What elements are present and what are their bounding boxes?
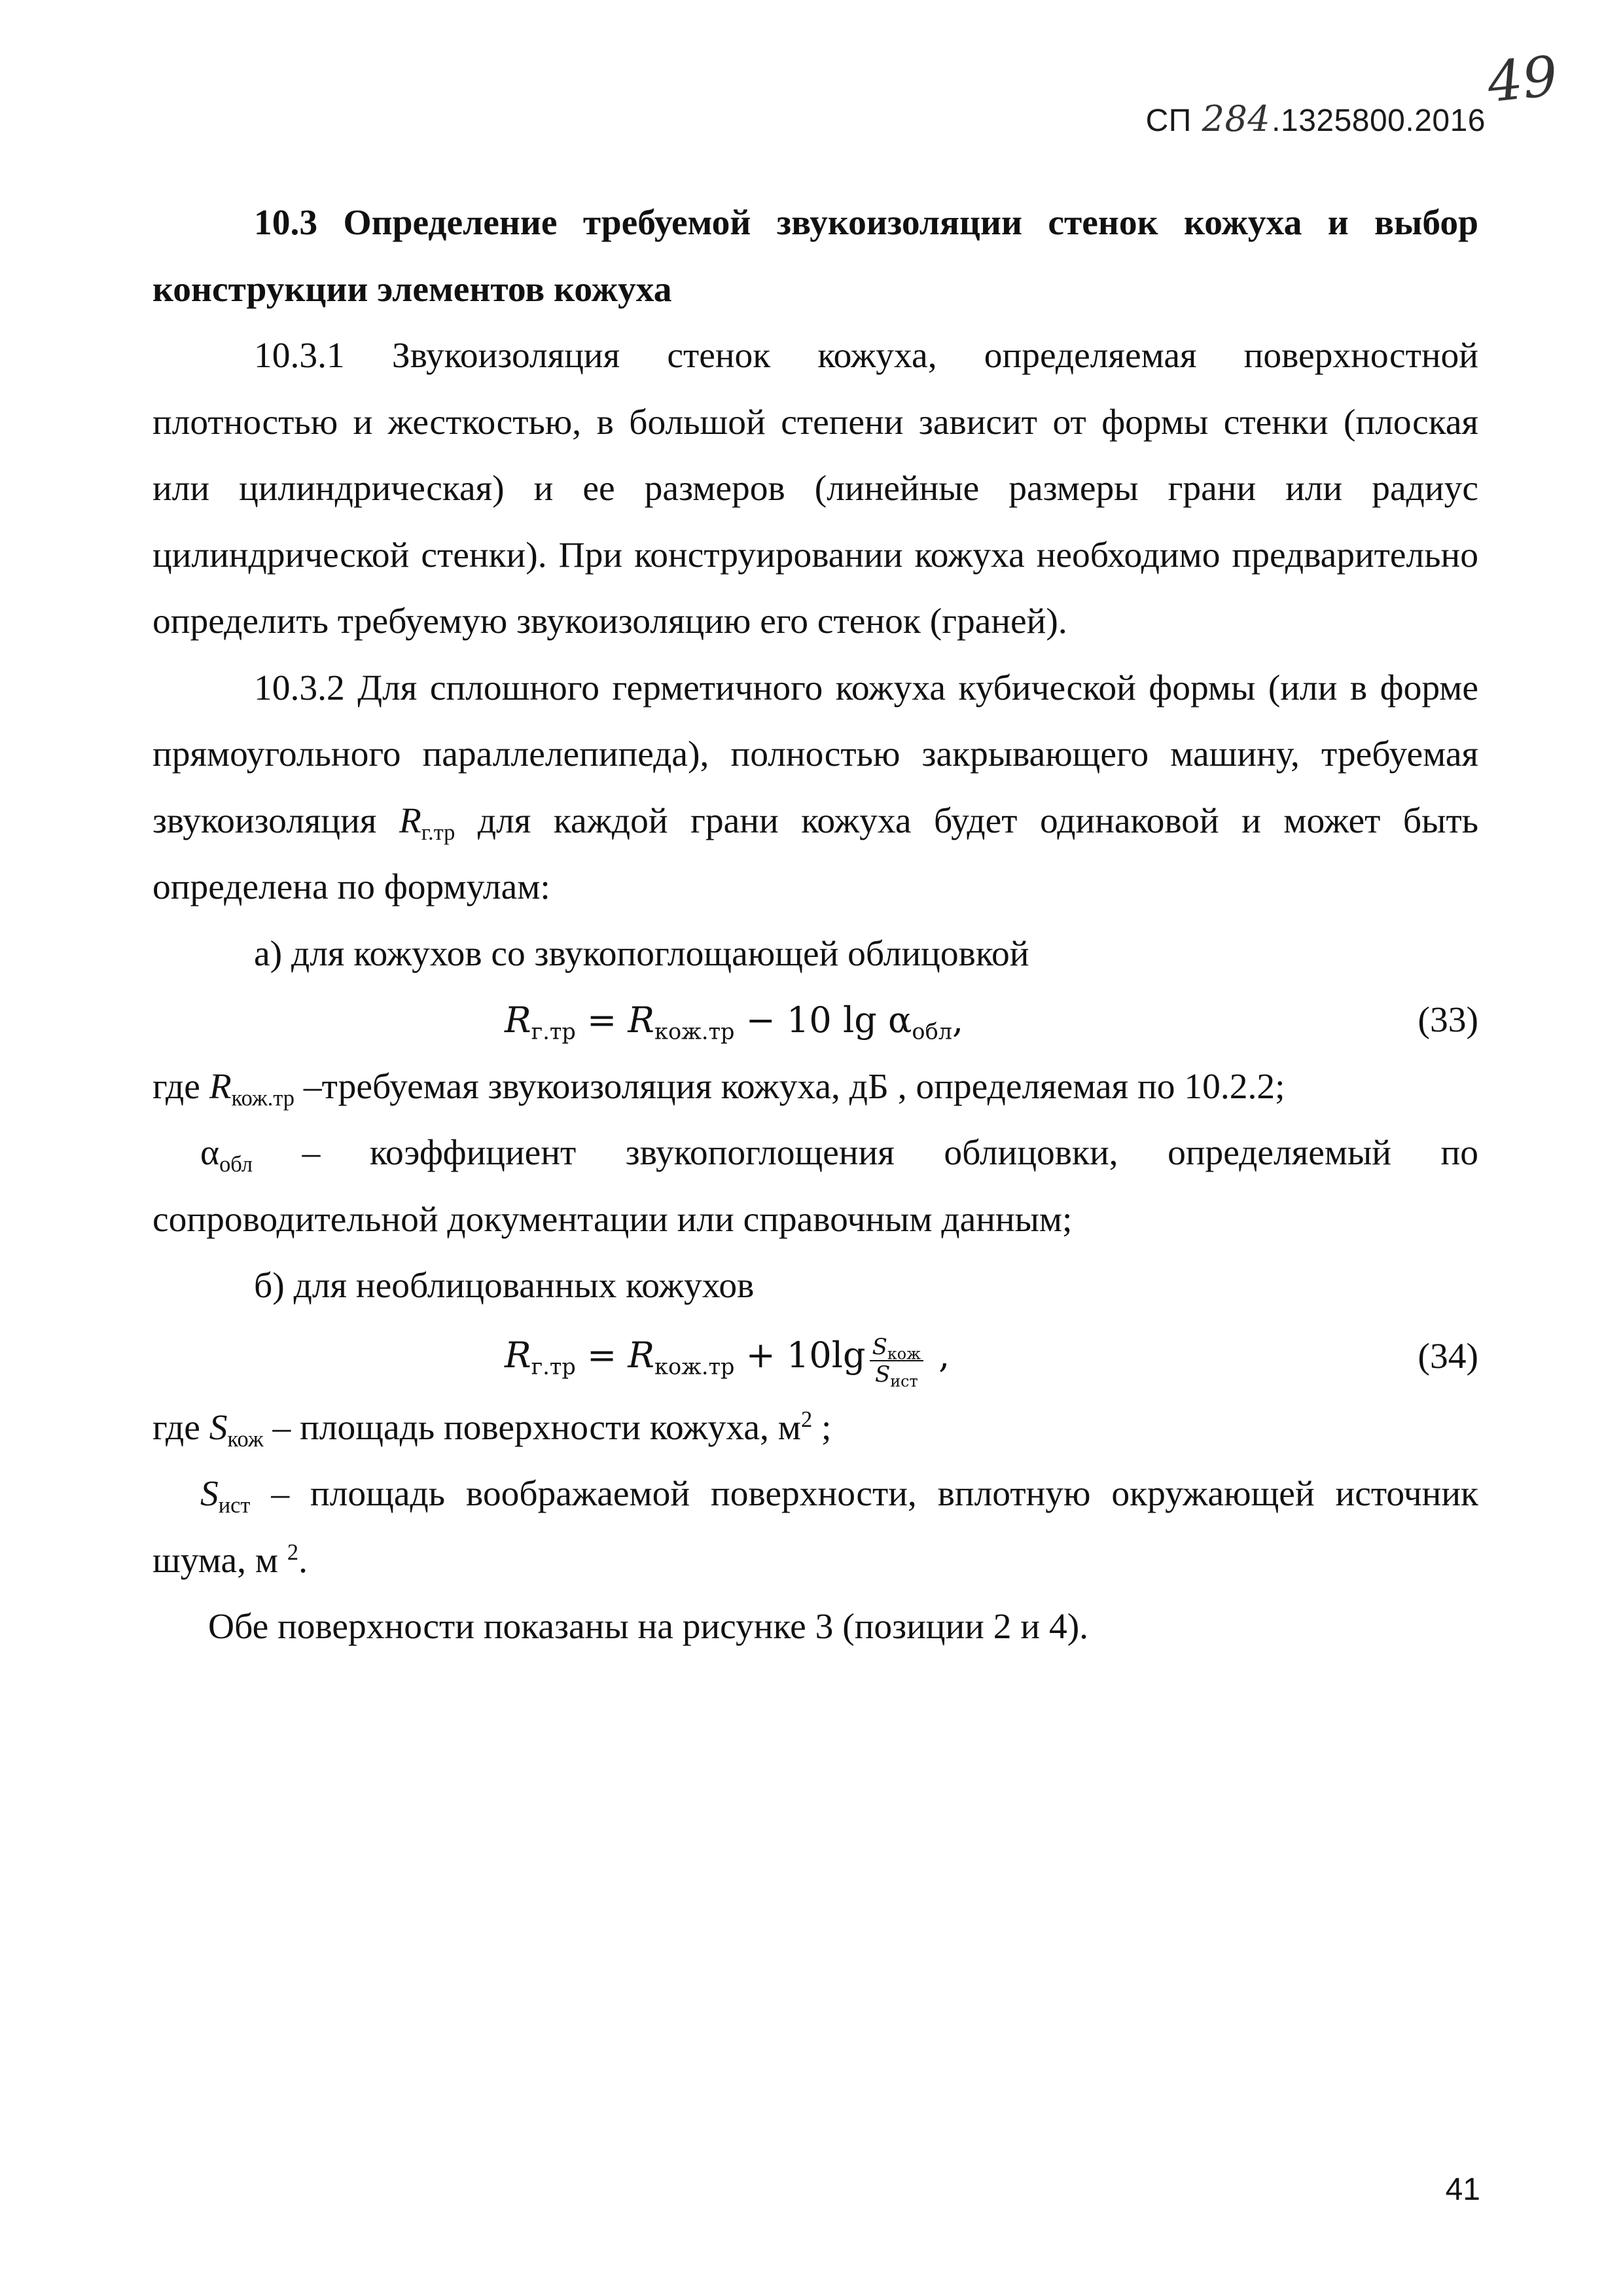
- section-heading: 10.3 Определение требуемой звукоизоляции стенок кожуха и выбор конструкции элементов кожуха: [152, 203, 1478, 310]
- closing-paragraph: Обе поверхности показаны на рисунке 3 (позиции 2 и 4).: [208, 1607, 1089, 1647]
- equation-number-34: (34): [1418, 1336, 1478, 1376]
- code-suffix: .1325800.2016: [1272, 103, 1486, 138]
- formula-34: $R_{г.тр} = R_{кож.тр} + 10\lg$ $\frac{S_{кож}}{S_{ист}}$ ,: [505, 1333, 950, 1391]
- case-a-label: а) для кожухов со звукопоглощающей облицовкой: [254, 933, 1029, 974]
- equation-33: [152, 987, 1478, 1054]
- paragraph-10-3-1: 10.3.1 Звукоизоляция стенок кожуха, определяемая поверхностной плотностью и жесткостью, в большой степени зависит от формы стенки (плоская или цилиндрическая) и ее размеров (линейные размеры грани или радиус цилиндрической стенки). При конструировании кожуха необходимо предварительно определить требуемую звукоизоляцию его стенок (граней).: [152, 336, 1478, 641]
- formula-33: $R_{г.тр} = R_{кож.тр} - 10$ $\lg \alpha_{обл}$,: [505, 999, 964, 1045]
- where-r-kozh: где $R_{кож.тр}$ –требуемая звукоизоляция кожуха, дБ , определяемая по 10.2.2;: [152, 1066, 1285, 1111]
- handwritten-code-number: 284: [1202, 98, 1271, 139]
- page-body: [152, 190, 1488, 1660]
- document-code-header: [1146, 98, 1486, 139]
- equation-number-33: (33): [1418, 1000, 1478, 1040]
- where-s-kozh: где $S_{кож}$ – площадь поверхности кожуха, $м^2$ ;: [152, 1407, 832, 1452]
- paragraph-10-3-2: 10.3.2 Для сплошного герметичного кожуха кубической формы (или в форме прямоугольного параллелепипеда), полностью закрывающего машину, требуемая звукоизоляция $R_{г.тр}$ для каждой грани кожуха будет одинаковой и может быть определена по формулам:: [152, 668, 1479, 907]
- handwritten-sheet-number: 49: [1484, 43, 1561, 115]
- equation-34: [152, 1319, 1478, 1395]
- code-prefix: СП: [1145, 103, 1192, 138]
- page-number: 41: [1445, 2172, 1480, 2207]
- s-ist-definition: $S_{ист}$ – площадь воображаемой поверхности, вплотную окружающей источник шума, м $^2$.: [152, 1474, 1488, 1581]
- symbol-r: R: [399, 800, 421, 841]
- fraction-s-kozh-over-s-ist: $\frac{S_{кож}}{S_{ист}}$: [870, 1334, 923, 1388]
- alpha-definition: $\alpha_{обл}$ – коэффициент звукопоглощения облицовки, определяемый по сопроводительной документации или справочным данным;: [152, 1133, 1488, 1240]
- case-b-label: б) для необлицованных кожухов: [254, 1266, 755, 1306]
